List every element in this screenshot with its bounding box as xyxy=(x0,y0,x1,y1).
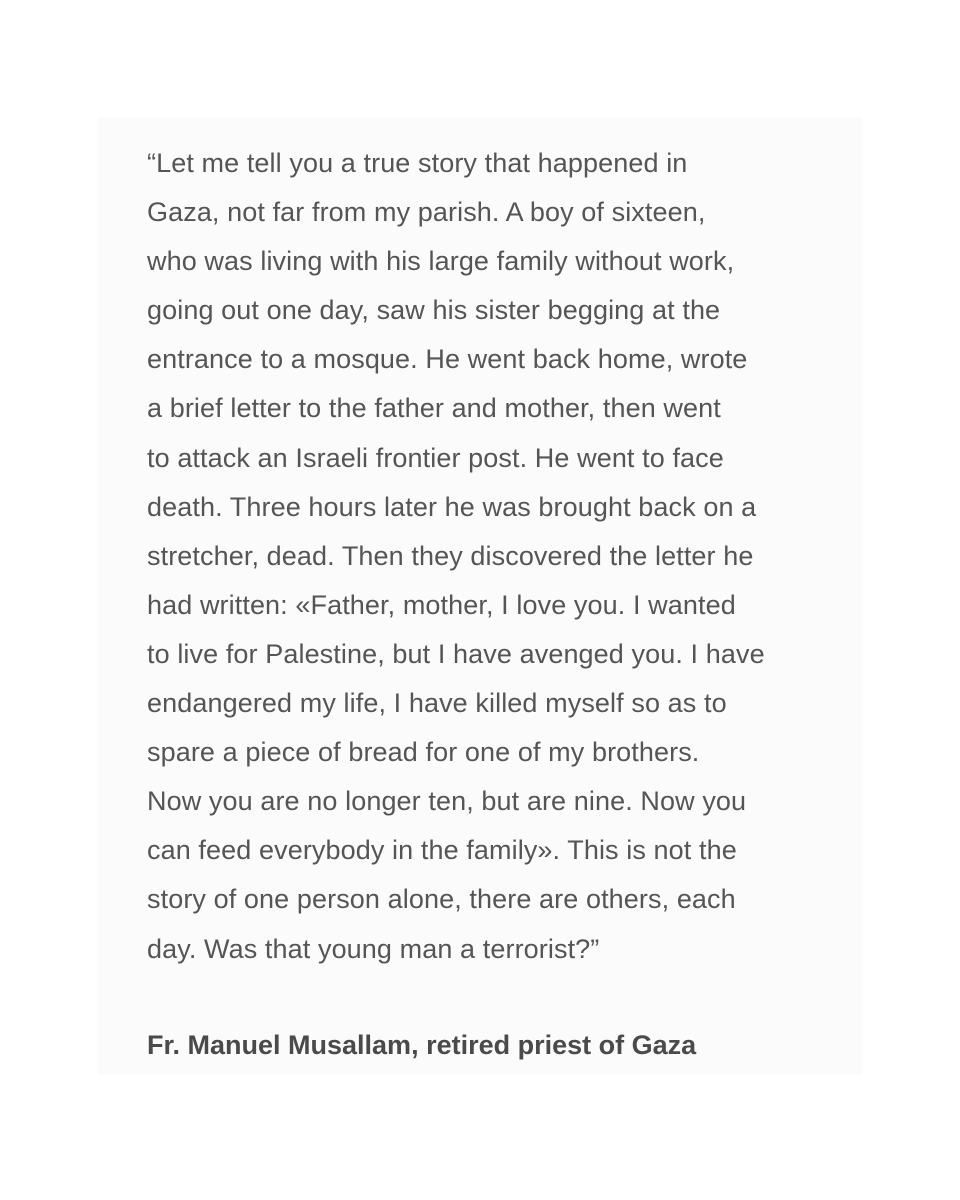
quote-line: had written: «Father, mother, I love you. I wanted xyxy=(147,589,736,620)
quote-text xyxy=(147,139,827,974)
quote-line: story of one person alone, there are others, each xyxy=(147,884,736,915)
quote-line: can feed everybody in the family». This is not the xyxy=(147,835,737,866)
quote-line: to live for Palestine, but I have avenged you. I have xyxy=(147,638,765,669)
quote-line: to attack an Israeli frontier post. He went to face xyxy=(147,442,724,473)
quote-line: a brief letter to the father and mother, then went xyxy=(147,393,721,424)
quote-line: day. Was that young man a terrorist?” xyxy=(147,933,600,964)
quote-line: entrance to a mosque. He went back home, wrote xyxy=(147,344,748,375)
quote-attribution: Fr. Manuel Musallam, retired priest of Gaza xyxy=(147,1030,697,1060)
quote-line: who was living with his large family without work, xyxy=(147,246,735,277)
quote-card xyxy=(98,117,862,1075)
quote-line: spare a piece of bread for one of my brothers. xyxy=(147,737,700,768)
quote-line: Now you are no longer ten, but are nine. Now you xyxy=(147,786,747,817)
quote-line: death. Three hours later he was brought back on a xyxy=(147,491,757,522)
quote-line: stretcher, dead. Then they discovered the letter he xyxy=(147,540,754,571)
quote-line: “Let me tell you a true story that happened in xyxy=(147,148,688,178)
quote-line: Gaza, not far from my parish. A boy of sixteen, xyxy=(147,197,706,228)
quote-line: going out one day, saw his sister begging at the xyxy=(147,295,721,326)
quote-line: endangered my life, I have killed myself so as to xyxy=(147,688,727,719)
